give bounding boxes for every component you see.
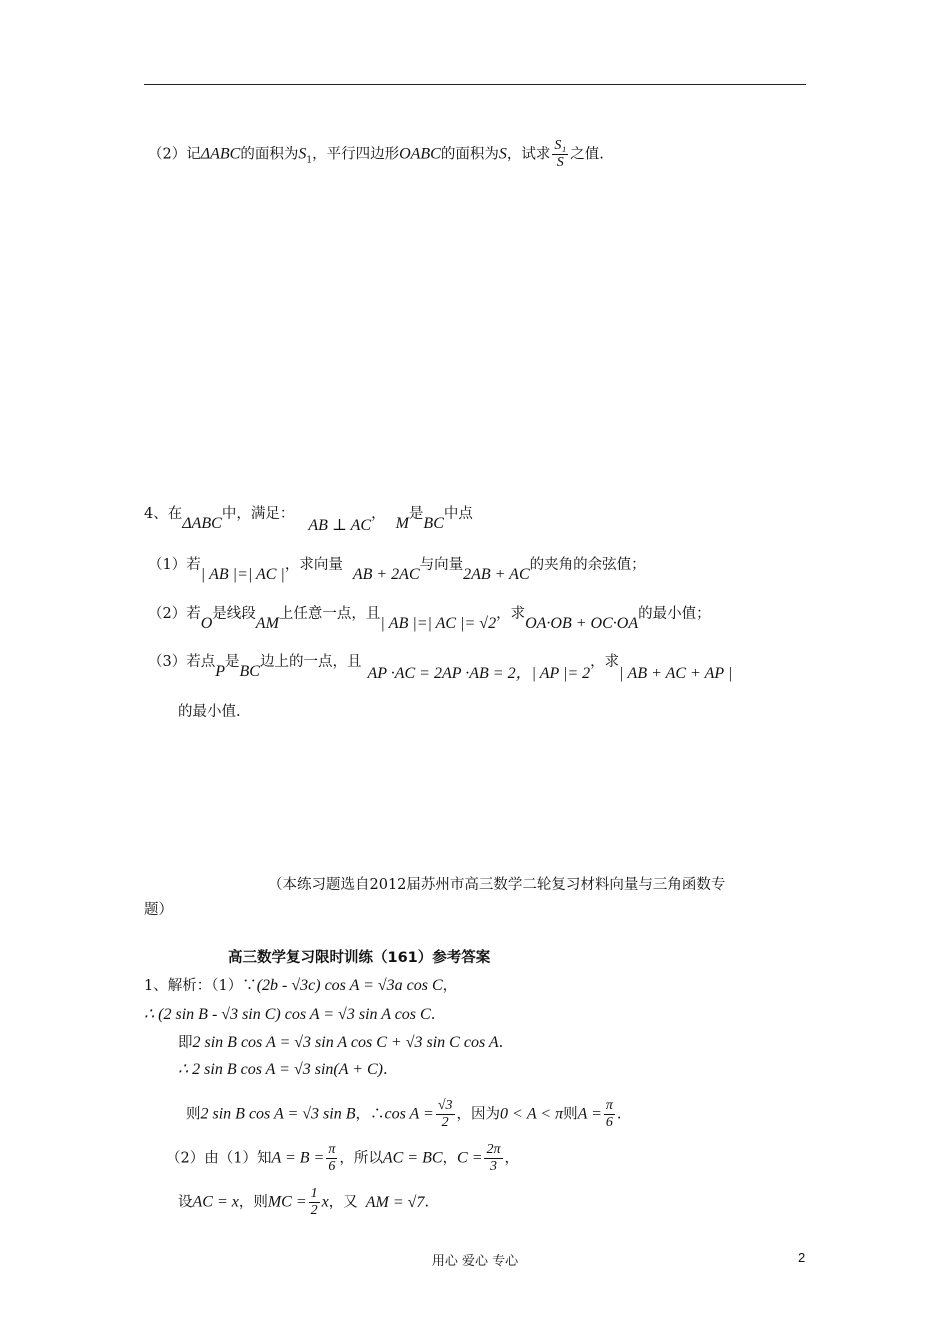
q4-p3-text-3: ，求	[590, 654, 620, 670]
b1-a-equals-b: A = B =	[271, 1149, 325, 1167]
q4-p2-text-2: 上任意一点，且	[278, 606, 381, 622]
q4-bc: BC	[423, 515, 444, 532]
question-4-part-2	[148, 604, 711, 632]
q4-p3-text-2: 边上的一点，且	[259, 654, 362, 670]
b2-frac-den: 2	[310, 1203, 318, 1218]
a1-equation: (2b - √3c) cos A = √3a cos C	[256, 977, 443, 994]
q4-p1-label: （1）若	[148, 557, 201, 573]
b2-x: x	[321, 1193, 329, 1211]
s1-symbol: S	[298, 145, 307, 163]
fraction-numerator: S₁	[554, 138, 567, 153]
q4-comma: ，	[371, 506, 386, 522]
b1-frac-num: π	[328, 1142, 336, 1157]
a5-range: 0 < A < π	[500, 1105, 564, 1123]
a3-end: .	[498, 1035, 504, 1051]
b2-ac-equals-x: AC = x	[192, 1193, 239, 1211]
q4-p3-dot-products: AP ·AC = 2AP ·AB = 2	[367, 665, 516, 682]
q4-perpendicular: AB ⊥ AC	[308, 517, 372, 534]
question-4-part-3	[148, 652, 733, 682]
a5-text-2: ，因为	[456, 1106, 501, 1123]
q3-text-5: 之值.	[570, 146, 604, 163]
q4-m-point: M	[395, 515, 409, 532]
q4-condition-text: 中，满足：	[221, 506, 295, 522]
q3-text-2: ，平行四边形	[312, 146, 400, 163]
a5-text-1: ，∴	[355, 1106, 385, 1123]
b2-mc-equals: MC =	[267, 1193, 307, 1211]
q4-triangle: ΔABC	[182, 515, 222, 532]
footer-slogan: 用心 爱心 专心	[431, 1254, 519, 1269]
b1-fraction-pi-over-6	[326, 1142, 337, 1175]
a5-text-3: 则	[563, 1106, 578, 1123]
q4-p3-label: （3）若点	[148, 654, 216, 670]
q4-p1-text-2: 与向量	[419, 557, 464, 573]
answer-2-line-1	[166, 1142, 519, 1175]
b1-label: （2）由（1）知	[166, 1150, 272, 1167]
q4-p3-text-4: 的最小值.	[178, 704, 241, 720]
a4-end: .	[383, 1062, 388, 1078]
s1-over-s-fraction	[552, 138, 568, 171]
b2-end: .	[424, 1194, 430, 1211]
a3-label: 即	[178, 1035, 193, 1051]
q3-text-1: 的面积为	[240, 146, 299, 163]
a5-equation: 2 sin B cos A = √3 sin B	[200, 1105, 356, 1123]
a2-equation: ∴ (2 sin B - √3 sin C) cos A = √3 sin A cos C	[144, 1006, 431, 1023]
fraction-denominator: S	[556, 155, 564, 170]
q4-p2-o: O	[200, 615, 213, 632]
a5-fraction-root3-over-2	[436, 1098, 455, 1131]
q4-p2-expression: OA·OB + OC·OA	[525, 615, 639, 632]
q3-part2-label: （2）记	[148, 146, 201, 163]
q4-p1-vector-1: AB + 2AC	[352, 566, 420, 583]
q4-p1-text-1: ，求向量	[284, 557, 343, 573]
a1-label: 1、解析：（1）∵	[144, 978, 257, 994]
q3-text-4: ，试求	[506, 146, 551, 163]
q4-p2-text-3: ，求	[496, 606, 526, 622]
a2-end: .	[430, 1007, 436, 1023]
answer-1-line-3	[178, 1033, 503, 1053]
question-4-header	[144, 504, 473, 534]
header-rule	[144, 84, 806, 85]
answer-1-line-2	[144, 1005, 435, 1025]
q4-p2-condition: | AB |=| AC |= √2	[380, 615, 497, 632]
b1-text-1: ，所以	[339, 1150, 383, 1167]
question-3-part-2	[148, 138, 604, 171]
a5-frac2-num: π	[605, 1098, 613, 1113]
b2-text-1: ，则	[238, 1194, 268, 1211]
b2-text-2: ，又	[328, 1194, 358, 1211]
q4-p3-ap-length: ，| AP |= 2	[515, 665, 591, 682]
b1-fraction-2pi-over-3	[484, 1142, 502, 1175]
q4-p2-am: AM	[255, 615, 279, 632]
a1-end: ，	[442, 978, 458, 994]
source-note-line-1	[268, 875, 725, 895]
a5-a-equals: A =	[577, 1105, 602, 1123]
q4-p3-bc: BC	[239, 663, 260, 680]
s1-subscript: 1	[306, 155, 313, 166]
answer-1-line-5	[186, 1098, 622, 1131]
page-number: 2	[798, 1250, 806, 1265]
q4-p2-text-4: 的最小值；	[638, 606, 711, 622]
parallelogram-oabc: OABC	[399, 145, 441, 163]
source-note-line-2	[144, 900, 173, 920]
b1-ac-equals-bc: AC = BC	[382, 1149, 443, 1167]
q4-p3-sum-magnitude: | AB + AC + AP |	[619, 665, 733, 682]
b1-text-2: ，	[442, 1150, 458, 1167]
answers-title: 高三数学复习限时训练（161）参考答案	[228, 950, 491, 966]
b2-frac-num: 1	[310, 1186, 318, 1201]
q4-p3-text-1: 是	[225, 654, 240, 670]
b2-label: 设	[178, 1194, 193, 1211]
q4-is: 是	[408, 506, 424, 522]
q4-p1-vector-2: 2AB + AC	[463, 566, 530, 583]
b1-frac2-num: 2π	[486, 1142, 501, 1157]
a3-equation: 2 sin B cos A = √3 sin A cos C + √3 sin C cos A	[192, 1034, 499, 1051]
b2-fraction-half	[309, 1186, 320, 1219]
b1-frac-den: 6	[328, 1159, 336, 1174]
s-symbol: S	[498, 145, 507, 163]
b2-am-equals-root7: AM = √7	[365, 1193, 425, 1211]
answer-1-line-1	[144, 976, 457, 996]
source-note-text-2: 题）	[144, 902, 173, 918]
q4-midpoint-text: 中点	[443, 506, 473, 522]
a5-frac-num: √3	[437, 1098, 453, 1113]
question-4-part-3-cont	[178, 702, 241, 722]
q4-number: 4、在	[144, 506, 183, 522]
a5-fraction-pi-over-6	[604, 1098, 615, 1131]
question-4-part-1	[148, 555, 646, 583]
q4-p2-label: （2）若	[148, 606, 201, 622]
source-note-text-1: （本练习题选自2012届苏州市高三数学二轮复习材料向量与三角函数专	[268, 877, 726, 893]
answer-1-line-4	[178, 1060, 388, 1080]
q4-p3-p: P	[215, 663, 226, 680]
answer-2-line-2	[178, 1186, 429, 1219]
a5-label: 则	[186, 1106, 201, 1123]
q4-p1-condition: | AB |=| AC |	[200, 566, 285, 583]
triangle-abc: ΔABC	[200, 145, 241, 163]
q4-p2-text-1: 是线段	[212, 606, 256, 622]
a5-frac2-den: 6	[605, 1115, 613, 1130]
a5-frac-den: 2	[441, 1115, 449, 1130]
a5-end: .	[616, 1106, 622, 1123]
q3-text-3: 的面积为	[440, 146, 499, 163]
a4-equation: ∴ 2 sin B cos A = √3 sin(A + C)	[178, 1061, 384, 1078]
a5-cos-a: cos A =	[384, 1105, 434, 1123]
b1-end: ，	[504, 1150, 519, 1167]
b1-frac2-den: 3	[489, 1159, 497, 1174]
b1-c-equals: C =	[457, 1149, 483, 1167]
q4-p1-text-3: 的夹角的余弦值；	[529, 557, 646, 573]
